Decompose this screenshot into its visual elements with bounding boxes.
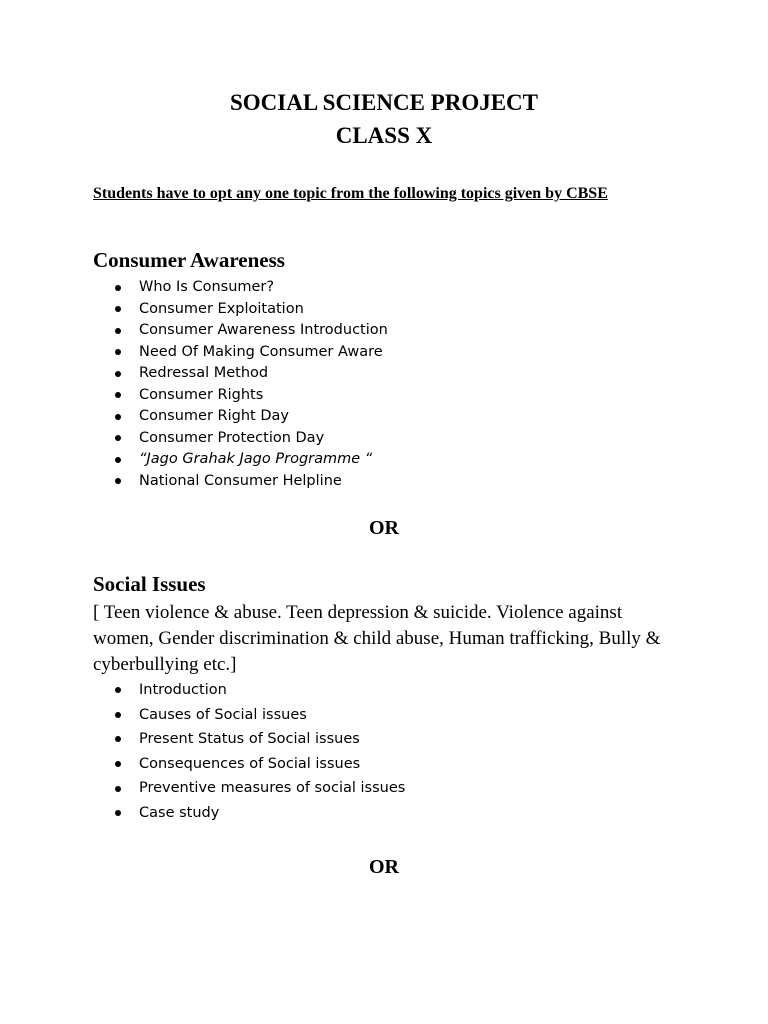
list-item <box>110 703 405 728</box>
bullet-icon <box>115 392 121 398</box>
list-item <box>110 363 388 385</box>
bullet-icon <box>115 786 121 792</box>
bullet-icon <box>115 371 121 377</box>
list-item-text: Preventive measures of social issues <box>139 780 406 797</box>
bullet-icon <box>115 285 121 291</box>
bullet-icon <box>115 478 121 484</box>
list-item-text: Consumer Rights <box>139 386 264 403</box>
social-issues-list <box>110 678 405 826</box>
bullet-icon <box>115 306 121 312</box>
list-item-text: Consumer Exploitation <box>139 300 304 317</box>
list-item-text: Case study <box>139 804 220 821</box>
list-item <box>110 428 388 450</box>
instruction-text: Students have to opt any one topic from the following topics given by CBSE <box>93 185 608 202</box>
list-item <box>110 385 388 407</box>
list-item <box>110 752 405 777</box>
bullet-icon <box>115 349 121 355</box>
list-item-text: Consequences of Social issues <box>139 755 361 772</box>
consumer-awareness-list <box>110 277 388 492</box>
bullet-icon <box>115 414 121 420</box>
bullet-icon <box>115 712 121 718</box>
list-item-text: Consumer Awareness Introduction <box>139 322 388 338</box>
list-item <box>110 277 388 299</box>
bullet-icon <box>115 810 121 816</box>
social-issues-description: [ Teen violence & abuse. Teen depression & suicide. Violence against women, Gender discrimination & child abuse, Human trafficking, Bully & cyberbullying etc.] <box>93 602 661 675</box>
list-item-text: Causes of Social issues <box>139 706 307 723</box>
document-title: SOCIAL SCIENCE PROJECT <box>229 90 539 115</box>
list-item-text: Consumer Protection Day <box>139 429 325 446</box>
section-heading-social-issues: Social Issues <box>93 572 206 596</box>
list-item-text: National Consumer Helpline <box>139 472 342 489</box>
list-item-text: Present Status of Social issues <box>139 731 360 748</box>
list-item <box>110 678 405 703</box>
bullet-icon <box>115 687 121 693</box>
list-item-text: Need Of Making Consumer Aware <box>139 343 383 360</box>
bullet-icon <box>115 435 121 441</box>
list-item-text: Who Is Consumer? <box>139 279 275 295</box>
section-heading-consumer-awareness: Consumer Awareness <box>93 248 285 272</box>
list-item <box>110 727 405 752</box>
bullet-icon <box>115 761 121 767</box>
list-item-text: Introduction <box>139 682 227 698</box>
list-item <box>110 320 388 342</box>
list-item <box>110 406 388 428</box>
list-item <box>110 801 405 826</box>
list-item-text: “Jago Grahak Jago Programme “ <box>139 451 373 467</box>
list-item <box>110 449 388 471</box>
document-subtitle-class: CLASS X <box>335 123 433 148</box>
list-item <box>110 342 388 364</box>
list-item <box>110 471 388 493</box>
list-item <box>110 776 405 801</box>
bullet-icon <box>115 328 121 334</box>
list-item <box>110 299 388 321</box>
or-separator: OR <box>369 517 399 539</box>
list-item-text: Redressal Method <box>139 365 269 381</box>
or-separator: OR <box>369 856 399 878</box>
bullet-icon <box>115 457 121 463</box>
bullet-icon <box>115 736 121 742</box>
list-item-text: Consumer Right Day <box>139 408 289 424</box>
